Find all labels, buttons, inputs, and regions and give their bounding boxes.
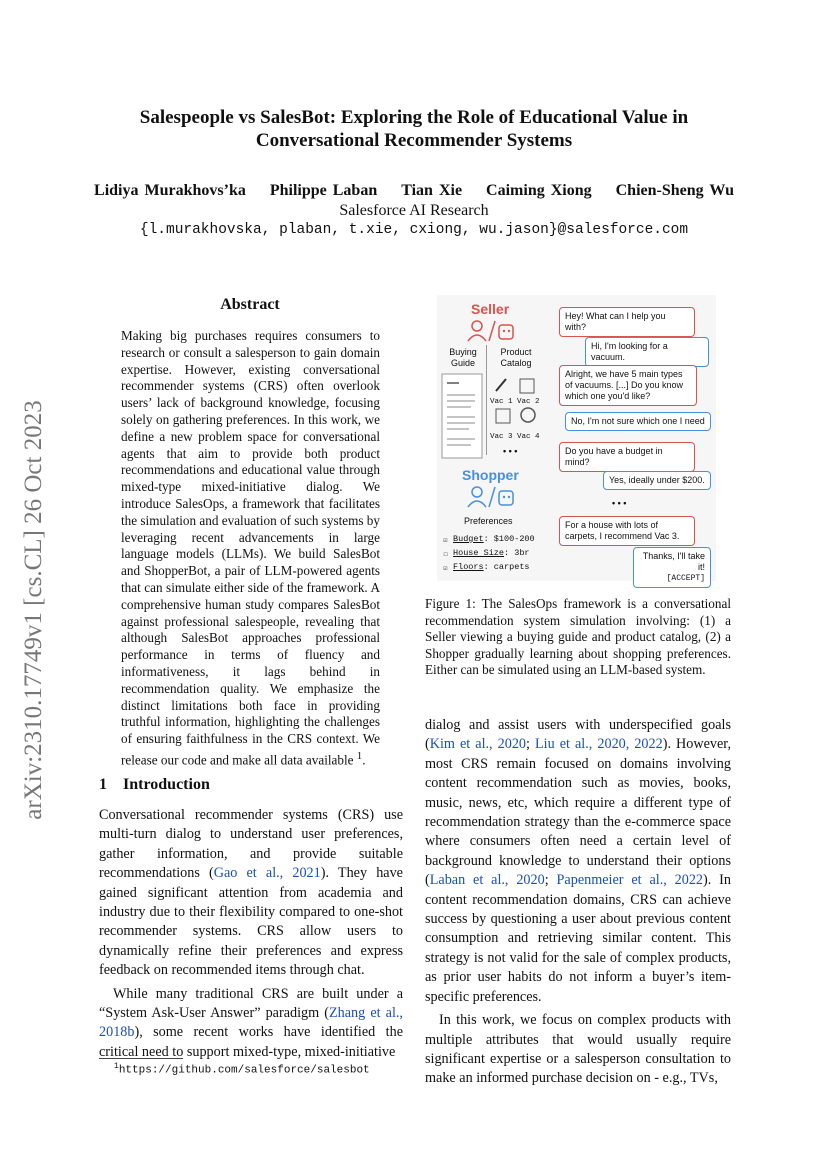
figure-caption: Figure 1: The SalesOps framework is a conversational recommendation system simulation involving: (1) a Seller viewing a buying guide and product catalog, (2) a Shopper gradually learning about shopping preferences. Either can be simulated using an LLM-based system. <box>425 596 731 678</box>
vac-3-label: Vac 3 <box>490 433 513 441</box>
seller-icon <box>465 319 517 343</box>
arxiv-stamp <box>14 370 54 850</box>
preference-item <box>442 548 530 558</box>
author-list <box>0 182 828 200</box>
pref-value: : $100-200 <box>483 534 535 544</box>
shopper-icon <box>465 485 517 509</box>
vac-4-label: Vac 4 <box>517 433 540 441</box>
paper-title <box>0 106 828 152</box>
text: ; <box>526 736 535 753</box>
paragraph <box>425 716 731 1007</box>
chat-shopper-message <box>633 547 711 588</box>
footnote <box>114 1062 370 1077</box>
citation-link[interactable]: Laban et al., 2020 <box>429 872 545 889</box>
pref-key: Budget <box>453 534 484 544</box>
chat-ellipsis: • • • <box>612 498 627 508</box>
chat-seller-message: Do you have a budget in mind? <box>559 442 695 472</box>
pref-key: House Size <box>453 548 505 558</box>
pref-key: Floors <box>453 562 484 572</box>
paragraph <box>99 806 403 981</box>
shopper-label: Shopper <box>462 467 519 483</box>
footnote-url[interactable]: https://github.com/salesforce/salesbot <box>118 1064 370 1077</box>
preference-item <box>442 562 530 572</box>
footnote-mark: 1 <box>114 1062 119 1071</box>
chat-shopper-message: No, I'm not sure which one I need <box>565 412 711 431</box>
paragraph: In this work, we focus on complex products with multiple attributes that would usually require significant expertise or a salesperson consultation to make an informed purchase decision on - e.g., TVs, <box>425 1012 731 1087</box>
text: ). They have gained significant attention from academia and industry due to their flexibility compared to one-shot recommender systems. CRS allow users to dynamically refine their preferences and express feedback on recommended items through chat. <box>99 865 403 979</box>
vac-1-label: Vac 1 <box>490 398 513 406</box>
author-emails: {l.murakhovska, plaban, t.xie, cxiong, wu.jason}@salesforce.com <box>139 222 689 238</box>
chat-seller-message: For a house with lots of carpets, I recommend Vac 3. <box>559 516 695 546</box>
citation-link[interactable]: Kim et al., 2020 <box>429 736 527 753</box>
title-line-1: Salespeople vs SalesBot: Exploring the Role of Educational Value in <box>139 107 689 128</box>
chat-seller-message: Alright, we have 5 main types of vacuums. [...] Do you know which one you'd like? <box>559 365 697 406</box>
section-heading <box>99 776 210 794</box>
abstract-body <box>121 328 380 769</box>
author: Lidiya Murakhovs’ka <box>94 182 246 199</box>
section-title: Introduction <box>123 776 210 793</box>
affiliation: Salesforce AI Research <box>339 202 489 219</box>
pref-value: : 3br <box>504 548 530 558</box>
arxiv-id: arXiv:2310.17749v1 [cs.CL] 26 Oct 2023 <box>20 400 47 820</box>
text: dialog and assist users with underspecified goals ( <box>425 717 731 753</box>
checkbox-checked-icon: ☑ <box>443 537 448 545</box>
vac-2-label: Vac 2 <box>517 398 540 406</box>
author: Caiming Xiong <box>486 182 592 199</box>
more-dots: • • • <box>503 446 518 456</box>
footnote-ref[interactable]: 1 <box>356 749 363 762</box>
paragraph <box>99 985 403 1063</box>
chat-shopper-message: Hi, I'm looking for a vacuum. <box>585 337 709 367</box>
pref-value: : carpets <box>483 562 530 572</box>
chat-seller-message: Hey! What can I help you with? <box>559 307 695 337</box>
preference-item <box>442 534 535 544</box>
text: ). However, most CRS remain focused on domains involving content recommendation such as movies, books, music, news, etc, which require a different type of recommendation strategy than the e-commerce space where consumers often need a certain level of background knowledge to understand their options ( <box>425 736 732 889</box>
title-line-2: Conversational Recommender Systems <box>255 130 573 151</box>
intro-right-column <box>425 716 731 1089</box>
author: Chien-Sheng Wu <box>615 182 734 199</box>
abstract-text: Making big purchases requires consumers to research or consult a salesperson to gain domain expertise. However, existing conversational recommender systems (CRS) often overlook users’ lack of background knowledge, focusing solely on gathering preferences. In this work, we define a new problem space for conversational agents that aim to provide both product recommendations and educational value through mixed-type mixed-initiative dialog. We introduce SalesOps, a framework that facilitates the simulation and evaluation of such systems by leveraging recent advancements in large language models (LLMs). We build SalesBot and ShopperBot, a pair of LLM-powered agents that can simulate either side of the framework. A comprehensive human study compares SalesBot against professional salespeople, revealing that although SalesBot approaches professional performance in terms of fluency and informativeness, it lags behind in recommendation quality. We emphasize the distinct limitations both face in providing truthful information, highlighting the challenges of ensuring faithfulness in the CRS context. We release our code and make all data available <box>121 328 380 768</box>
checkbox-empty-icon: ☐ <box>443 551 448 559</box>
text: While many traditional CRS are built under a “System Ask-User Answer” paradigm ( <box>99 985 403 1022</box>
chat-shopper-message: Yes, ideally under $200. <box>603 471 711 490</box>
intro-left-column <box>99 806 403 1062</box>
chat-text: Thanks, I'll take it! <box>642 551 705 572</box>
text: Conversational recommender systems (CRS) use multi-turn dialog to understand user preferences, gather information, and provide suitable recommendations ( <box>99 807 403 882</box>
seller-label: Seller <box>471 301 510 317</box>
accept-tag: [ACCEPT] <box>666 574 705 583</box>
author: Philippe Laban <box>269 182 378 199</box>
text: ), some recent works have identified the critical need to support mixed-type, mixed-initiative <box>99 1024 403 1060</box>
citation-link[interactable]: Zhang et al., 2018b <box>99 1005 403 1041</box>
section-number: 1 <box>99 776 107 793</box>
abstract-end: . <box>362 752 366 768</box>
abstract-heading: Abstract <box>220 296 280 313</box>
buying-guide-label: Buying Guide <box>449 347 477 368</box>
salesops-figure <box>437 295 716 581</box>
checkbox-checked-icon: ☑ <box>443 565 448 573</box>
citation-link[interactable]: Gao et al., 2021 <box>213 865 321 882</box>
product-catalog-label: Product Catalog <box>500 347 532 368</box>
text: ; <box>544 872 557 889</box>
preferences-label: Preferences <box>464 516 513 526</box>
panel-divider <box>486 345 487 455</box>
citation-link[interactable]: Papenmeier et al., 2022 <box>556 872 704 889</box>
author: Tian Xie <box>401 182 463 199</box>
buying-guide-doc-icon <box>441 373 485 463</box>
text: ). In content recommendation domains, CRS can achieve success by questioning a user about previous content consumption and retrieving similar content. This strategy is not valid for the sale of complex products, as prior user habits do not inform a buyer’s item-specific preferences. <box>425 872 731 1005</box>
citation-link[interactable]: Liu et al., 2020, 2022 <box>535 736 663 753</box>
footnote-divider <box>99 1058 183 1059</box>
